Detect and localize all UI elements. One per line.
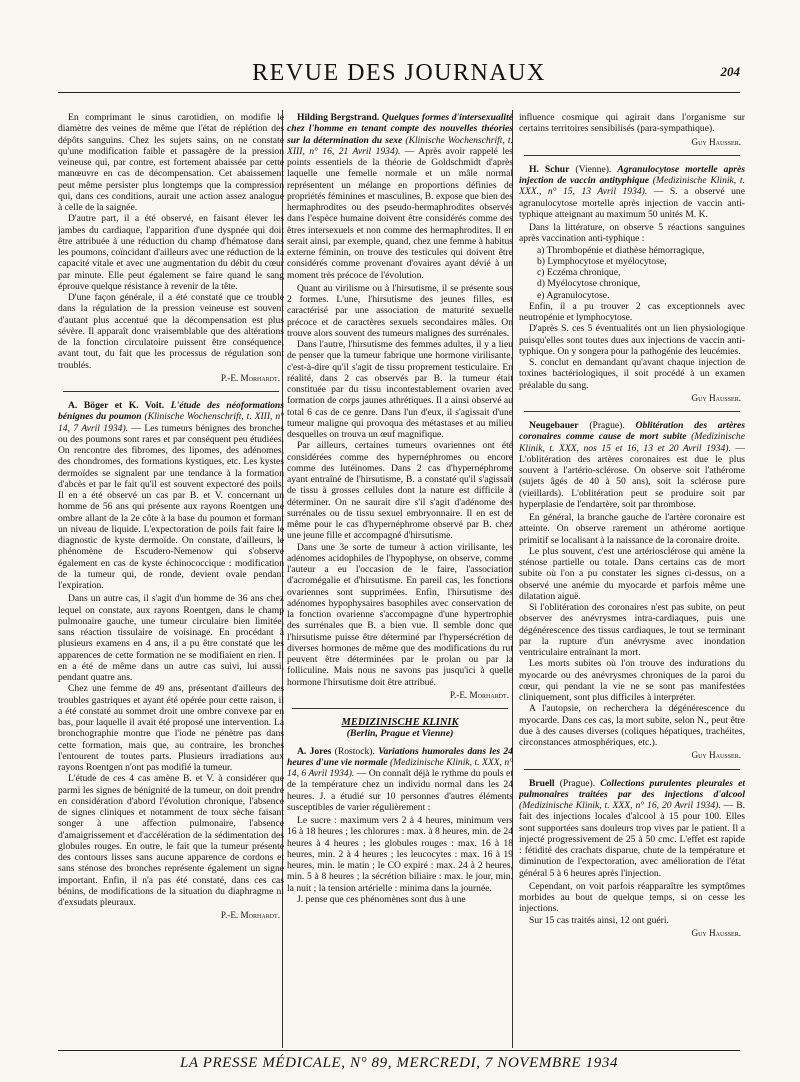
article-source: (Medizinische Klinik, t. XXX, n° 16, 20 Avril 1934).: [519, 800, 721, 811]
article-jores: [287, 746, 513, 814]
article-divider: [524, 411, 741, 412]
article-title: Agranulocytose mortelle après injection de vaccin antityphique: [519, 163, 745, 186]
article-divider: [63, 391, 280, 392]
paragraph: Enfin, il a pu trouver 2 cas exceptionnels avec neutropénie et lymphocytose.: [519, 300, 745, 323]
paragraph: Le sucre : maximum vers 2 à 4 heures, minimum vers 16 à 18 heures ; les chlorures : max. à 8 heures, min. de 24 heures à 4 heures ; les globules rouges : max. 16 à 18 heures, min. 2 à 4 heures ; les leucocytes : max. 16 à 19 heures, min. le matin ; le CO expiré : max. 24 à 2 heures, min. 5 à 8 heures ; la sécrétion biliaire : max. le jour, min. la nuit ; la tension artérielle : minima dans la journée.: [287, 815, 513, 894]
paragraph: D'une façon générale, il a été constaté que ce trouble dans la régulation de la pression veineuse est souvent d'autant plus accentué que la décompensation est plus sévère. Il apparaît donc vraisemblable que des altérations de la fonction circulatoire puissent être conséquence, avant tout, du fait que les processus de régulation sont troublés.: [58, 292, 284, 371]
paragraph: S. conclut en demandant qu'avant chaque injection de toxines bactériologiques, il soit procédé à un examen préalable du sang.: [519, 357, 745, 391]
article-source: (Medizinische Klinik, t. XXX., n° 15, 13 Avril 1934).: [519, 175, 745, 198]
article-bergstrand: [287, 112, 513, 281]
article-title: L'étude des néoformations bénignes du poumon: [58, 400, 284, 423]
page-header: [58, 58, 740, 93]
paragraph: Sur 15 cas traités ainsi, 12 ont guéri.: [529, 914, 669, 926]
article-divider: [524, 155, 741, 156]
author-signature: P.-E. Morhardt.: [220, 910, 280, 921]
author-signature: Guy Hausser.: [691, 927, 741, 938]
article-author: A. Jores: [297, 745, 332, 757]
paragraph: Le plus souvent, c'est une artériosclérose qui amène la sténose partielle ou totale. Dans certains cas de mort subite où l'on a pu constater les signes ci-dessus, on a observé une anémie du myocarde et parfois même une dilatation aiguë.: [519, 545, 745, 602]
article-author: Bruell: [529, 777, 555, 789]
article-title: Collections purulentes pleurales et pulmonaires traitées par des injections d'alcool: [519, 777, 745, 800]
paragraph: Si l'oblitération des coronaires n'est pas subite, on peut observer des anévrysmes intra-cardiaques, puis une dégénérescence des tissus cardiaques, le tout se terminant par la rupture d'un anévrysme avec inondation ventriculaire entraînant la mort.: [519, 602, 745, 658]
article-divider: [292, 708, 509, 709]
column-3: [519, 112, 745, 1044]
article-place: (Prague).: [559, 777, 596, 789]
author-signature: Guy Hausser.: [691, 750, 741, 761]
paragraph: D'après S. ces 5 éventualités ont un lien physiologique puisqu'elles sont toutes dues aux injections de vaccin anti-typhique. On y songera pour la pathogénie des leucémies.: [519, 323, 745, 357]
author-signature: P.-E. Morhardt.: [449, 689, 509, 700]
paragraph: Dans l'autre, l'hirsutisme des femmes adultes, il y a lieu de penser que la tumeur fabrique une hormone virilisante, c'est-à-dire qu'il s'agit de tissu proprement testiculaire. En réalité, dans 2 cas observés par B. la tumeur était constituée par du tissu incontestablement ovarien avec formation de corps jaunes athrétiques. Il a ainsi observé au total 6 cas de ce genre. Dans l'un d'eux, il s'agissait d'une tumeur maligne qui provoqua des métastases et au milieu desquelles on trouva un œuf magnifique.: [287, 339, 513, 440]
reaction-list: [537, 245, 745, 301]
list-item: b) Lymphocytose et myélocytose,: [537, 255, 667, 267]
paragraph: Cependant, on voit parfois réapparaître les symptômes morbides au bout de quelque temps, si on cesse les injections.: [519, 880, 745, 915]
article-title: Oblitération des artères coronaires comme cause de mort subite: [519, 420, 745, 443]
article-place: (Prague).: [589, 420, 625, 431]
article-author: A. Böger et K. Voit.: [68, 400, 165, 411]
paragraph: Les morts subites où l'on trouve des indurations du myocarde ou des anévrysmes chroniques de la paroi du cœur, qui pendant la vie ne se sont pas manifestées cliniquement, sont plus difficiles à interpréter.: [519, 658, 745, 703]
article-body: — On connaît déjà le rythme du pouls et de la température chez un individu normal dans les 24 heures. J. a étudié sur 10 personnes d'autres éléments susceptibles de varier régulièrement :: [287, 768, 513, 813]
article-body: — S. a observé une agranulocytose mortelle après injection de vaccin anti-typhique atteignant au maximum 50 unités M. K.: [519, 186, 745, 220]
paragraph: influence cosmique qui agirait dans l'organisme sur certains territoires sensibilisés (para-sympathique).: [519, 112, 745, 135]
article-body: — Les tumeurs bénignes des bronches ou des poumons sont rares et par conséquent peu étudiées. On rencontre des fibromes, des lipomes, des adénomes, des chondromes, des formations kystiques, etc. Les kystes dermoïdes se signalent par une tendance à la formation d'abcès et par le fait qu'il est souvent expectoré des poils. Il en a été observé un cas par B. et V. concernant un homme de 56 ans qui présente aux rayons Roentgen une ombre allant de la 2e côte à la base du poumon et formant un niveau de liquide. L'expectoration de poils fait faire le diagnostic de kyste dermoïde. On constate, d'ailleurs, le phénomène de Escudero-Nemenow qui s'observe également en cas de kyste échinococcique : modification de la tumeur qui, de ronde, devient ovale pendant l'expiration.: [58, 422, 284, 591]
article-body: — Après avoir rappelé les points essentiels de la théorie de Goldschmidt d'après laquelle une femelle normale et un mâle normal représentent un mélange en proportions définies de propriétés féminines et masculines, B. expose que bien des hermaphrodites ou des pseudo-hermaphrodites observés dans l'espèce humaine doivent être considérés comme des êtres intersexuels et non comme des hermaphrodites. Il en serait ainsi, par exemple, quand, chez une femme à habitus externe féminin, on trouve des testicules qui doivent être considérés comme provenant d'ovaires ayant dévié à un moment très précoce de l'évolution.: [287, 145, 513, 281]
article-body: — B. fait des injections locales d'alcool à 15 pour 100. Elles sont supportées sans douleurs trop vives par le patient. Il a injecté progressivement de 25 à 50 cmc. L'effet est rapide : fétidité des crachats disparue, chute de la température et diminution de l'expectoration, avec amélioration de l'état général 5 à 6 heures après l'injection.: [519, 800, 745, 879]
article-neugebauer: [519, 420, 745, 510]
paragraph: Chez une femme de 49 ans, présentant d'ailleurs des troubles gastriques et ayant été opérée pour cette raison, il a été constaté au sommet droit une ombre convexe par en bas, pour laquelle il avait été proposé une intervention. La bronchographie montre que l'iode ne pénètre pas dans cette formation, mais que, au contraire, les bronches l'entourent de toutes parts. Plusieurs irradiations aux rayons Roentgen n'ont pas modifié la tumeur.: [58, 683, 284, 773]
author-signature: Guy Hausser.: [691, 136, 741, 147]
author-signature: P.-E. Morhardt.: [220, 372, 280, 383]
article-divider: [524, 769, 741, 770]
article-author: Neugebauer: [529, 420, 579, 431]
paragraph: L'étude de ces 4 cas amène B. et V. à considérer que parmi les signes de bénignité de la tumeur, on doit prendre en considération d'abord l'évolution chronique, l'absence de signes cliniques et notamment de toux sèche faisant songer à une affection pulmonaire, l'absence d'amaigrissement et d'accélération de la sédimentation des globules rouges. En outre, le fait que la tumeur présente des contours lisses sans aucune apparence de cordons et sans sténose des bronches représente également un signe important. Enfin, il n'a pas été constaté, dans ces cas bénins, de modifications de la situation du diaphragme ni d'exsudats pleuraux.: [58, 773, 284, 908]
paragraph: A l'autopsie, on recherchera la dégénérescence du myocarde. Dans ces cas, la mort subite, selon N., peut être due à des causes diverses (coliques hépatiques, trachéites, circonstances atmosphériques, etc.).: [519, 703, 745, 748]
column-2: [287, 112, 513, 1044]
article-source: (Klinische Wochenschrift, t. XIII, n° 14, 7 Avril 1934).: [58, 411, 284, 434]
article-title: Variations humorales dans les 24 heures d'une vie normale: [287, 745, 513, 768]
paragraph: Quant au virilisme ou à l'hirsutisme, il se présente sous 2 formes. L'une, l'hirsutisme des jeunes filles, est caractérisé par une association de maturité sexuelle précoce et de caractères sexuels secondaires mâles. On trouve alors souvent des tumeurs malignes des surrénales.: [287, 282, 513, 339]
list-item: c) Eczéma chronique,: [537, 267, 621, 278]
paragraph: D'autre part, il a été observé, en faisant élever les jambes du cardiaque, l'apparition d'une dyspnée qui doit être attribuée à une réduction du champ d'hématose dans les poumons, coïncidant d'ailleurs avec une réduction de la capacité vitale et avec une augmentation du débit du cœur par minute. Elle peut également se faire quand le sang éprouve quelque résistance à revenir de la tête.: [58, 213, 284, 292]
article-author: H. Schur: [529, 163, 570, 175]
paragraph: En général, la branche gauche de l'artère coronaire est atteinte. On observe rarement un athérome aortique primitif se localisant à la naissance de la coronaire droite.: [519, 512, 745, 546]
article-boger-voit: [58, 400, 284, 591]
article-body: — L'oblitération des artères coronaires est due le plus souvent à l'artério-sclérose. On observe soit l'athérome (sujets âgés de 40 à 50 ans), soit la sclérose pure (vieillards). L'oblitération peut se produire soit par hyperplasie de l'endartère, soit par thrombose.: [519, 442, 745, 510]
article-schur: [519, 164, 745, 220]
article-author: Hilding Bergstrand.: [297, 112, 380, 123]
article-place: (Rostock).: [334, 745, 375, 757]
page-footer: LA PRESSE MÉDICALE, N° 89, MERCREDI, 7 NOVEMBRE 1934: [58, 1050, 740, 1073]
article-place: (Vienne).: [575, 163, 612, 175]
list-item: d) Myélocytose chronique,: [537, 278, 641, 290]
paragraph: En comprimant le sinus carotidien, on modifie le diamètre des veines de même que l'état de réplétion des dépôts sanguins. Chez les sujets sains, on ne constate qu'une modification faible et passagère de la pression veineuse qui, par contre, est fortement abaissée par cette manœuvre en cas de décompensation. Cet abaissement peut même persister plus longtemps que la compression qui, dans ces conditions, aurait une action assez analogue à celle de la saignée.: [58, 112, 284, 213]
article-title: Quelques formes d'intersexualité chez l'homme en tenant compte des nouvelles théories sur la détermination du sexe: [287, 112, 513, 146]
list-item: a) Thrombopénie et diathèse hémorragique,: [537, 244, 705, 256]
column-1: [58, 112, 284, 1044]
article-bruell: [519, 778, 745, 879]
paragraph: Dans la littérature, on observe 5 réactions sanguines après vaccination anti-typhique :: [519, 222, 745, 245]
section-subtitle: (Berlin, Prague et Vienne): [346, 728, 454, 740]
article-source: (Medizinische Klinik, t. XXX, nos 15 et 16, 13 et 20 Avril 1934).: [519, 431, 745, 454]
paragraph: Par ailleurs, certaines tumeurs ovariennes ont été considérées comme des hypernéphromes ou encore comme des lutéinomes. Dans 2 cas d'hypernéphrome ayant entraîné de l'hirsutisme, B. a constaté qu'il s'agissait de tissu à grosses cellules dont la nature est difficile à déterminer. On ne saurait dire s'il s'agit d'adénome des surrénales ou de tissu sexuel embryonnaire. Il en est de même pour le cas d'hypernéphrome observé par B. chez une jeune fille et accompagné d'hirsutisme.: [287, 440, 513, 542]
section-title: MEDIZINISCHE KLINIK: [341, 717, 459, 728]
list-item: e) Agranulocytose.: [537, 289, 610, 301]
paragraph: Dans une 3e sorte de tumeur à action virilisante, les adénomes acidophiles de l'hypophyse, on observe, comme l'auteur a eu l'occasion de le faire, l'association d'acromégalie et d'hirsutisme. En pareil cas, les fonctions ovariennes sont supprimées. Enfin, l'hirsutisme des adénomes hypophysaires basophiles avec conservation de la fonction ovarienne s'accompagne d'une hypertrophie des surrénales que B. a bien vue. Il semble donc que l'hirsutisme puisse être déterminé par l'hypersécrétion de diverses hormones de même que des modifications du rut peuvent être déterminées par le prolan ou par la folliculine. Mais nous ne savons pas jusqu'ici à quelle hormone l'hirsutisme doit être attribué.: [287, 541, 513, 688]
paragraph: J. pense que ces phénomènes sont dus à une: [297, 893, 466, 905]
running-head: REVUE DES JOURNAUX: [252, 60, 546, 86]
article-source: (Medizinische Klinik, t. XXX, n° 14, 6 Avril 1934).: [287, 756, 513, 779]
article-source: (Klinische Wochenschrift, t. XIII, n° 16, 21 Avril 1934).: [287, 134, 513, 157]
page-number: 204: [720, 64, 740, 79]
author-signature: Guy Hausser.: [691, 392, 741, 403]
paragraph: Dans un autre cas, il s'agit d'un homme de 36 ans chez lequel on constate, aux rayons Roentgen, dans le champ pulmonaire gauche, une tumeur circulaire bien limitée, sans réaction tissulaire de voisinage. En procédant à plusieurs examens en 4 ans, il a pu être constaté que les apparences de cette formation ne se modifiaient en rien. Il en a été de même dans un autre cas suivi, lui aussi, pendant quatre ans.: [58, 593, 284, 683]
